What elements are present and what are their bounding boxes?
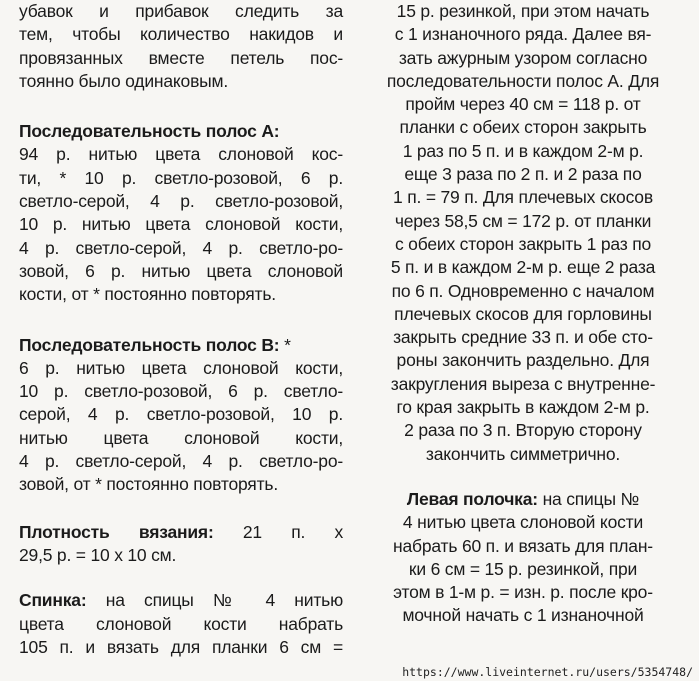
text-line: закончить симметрично. [425, 443, 621, 464]
back-section [19, 589, 343, 659]
text-line: 2 раза по 3 п. Вторую сторону [404, 420, 642, 441]
left-front-first-line [357, 488, 689, 511]
text-line: провязанных вместе петель пос- [19, 47, 343, 68]
watermark-url: https://www.liveinternet.ru/users/5354748/ [402, 665, 693, 679]
text-line: 1 п. = 79 п. Для плечевых скосов [393, 187, 653, 208]
text-line: зать ажурным узором согласно [398, 47, 648, 68]
text-line: убавок и прибавок следить за [19, 1, 343, 21]
back-heading: Спинка: [19, 590, 87, 611]
stripes-a-section [19, 120, 343, 306]
left-front-section [357, 488, 689, 628]
text-line: планки с обеих сторон закрыть [399, 117, 647, 138]
text-line: 15 р. резинкой, при этом начать [396, 1, 650, 21]
text-line: набрать 60 п. и вязать для план- [393, 535, 653, 556]
density-section [19, 521, 343, 568]
text-line: зовой, от * постоянно повторять. [19, 474, 278, 495]
text-line: по 6 п. Одновременно с началом [391, 280, 655, 301]
stripes-b-section [19, 334, 343, 497]
back-first-line [19, 589, 343, 612]
text-line: светло-серой, 4 р. светло-розовой, [19, 191, 343, 212]
text-line: 5 п. и в каждом 2-м р. еще 2 раза [390, 257, 656, 278]
density-first-tail: 21 п. х [213, 521, 343, 542]
text-line: 105 п. и вязать для планки 6 см = [19, 636, 343, 657]
stripes-b-first-line [19, 334, 343, 357]
density-first-line [19, 521, 343, 544]
text-line: с обеих сторон закрыть 1 раз по [394, 233, 652, 254]
right-column [357, 0, 689, 628]
text-line: тем, чтобы количество накидов и [19, 24, 343, 45]
text-line: нитью цвета слоновой кости, [19, 427, 343, 448]
text-line: зовой, 6 р. нитью цвета слоновой [19, 260, 343, 281]
text-line: 94 р. нитью цвета слоновой кос- [19, 144, 343, 165]
text-line: еще 3 раза по 2 п. и 2 раза по [404, 164, 642, 185]
left-front-first-tail: на спицы № [537, 488, 640, 509]
text-line: этом в 1-м р. = изн. р. после кро- [393, 582, 653, 603]
text-line: кости, от * постоянно повторять. [19, 284, 276, 305]
text-line: 10 р. нитью цвета слоновой кости, [19, 214, 343, 235]
text-line: закругления выреза с внутренне- [390, 373, 656, 394]
text-line: 10 р. светло-розовой, 6 р. светло- [19, 381, 343, 402]
text-line: пройм через 40 см = 118 р. от [405, 94, 641, 115]
text-line: тоянно было одинаковым. [19, 70, 229, 91]
text-line: 6 р. нитью цвета слоновой кости, [19, 357, 343, 378]
density-heading: Плотность вязания: [19, 521, 214, 542]
text-line: ти, * 10 р. светло-розовой, 6 р. [19, 167, 343, 188]
text-line: 29,5 р. = 10 х 10 см. [19, 544, 177, 565]
text-line: 1 раз по 5 п. и в каждом 2-м р. [402, 140, 644, 161]
text-line: через 58,5 см = 172 р. от планки [394, 210, 652, 231]
stripes-b-heading-tail: * [279, 334, 291, 355]
text-line: 4 р. светло-серой, 4 р. светло-ро- [19, 451, 343, 472]
text-line: цвета слоновой кости набрать [19, 613, 343, 634]
text-line: мочной начать с 1 изнаночной [402, 605, 644, 626]
back-first-tail: на спицы № 4 нитью [86, 590, 343, 611]
text-line: 4 нитью цвета слоновой кости [402, 512, 644, 533]
back-continued-paragraph [357, 0, 689, 466]
text-line: закрыть средние 33 п. и обе сто- [393, 327, 653, 348]
left-front-heading: Левая полочка: [406, 488, 538, 509]
text-line: последовательности полос А. Для [386, 70, 660, 91]
text-line: плечевых скосов для горловины [394, 303, 652, 324]
left-column [19, 0, 343, 659]
text-line: роны закончить раздельно. Для [396, 350, 650, 371]
text-line: с 1 изнаночного ряда. Далее вя- [394, 24, 652, 45]
stripes-a-heading: Последовательность полос А: [19, 121, 280, 142]
text-line: серой, 4 р. светло-розовой, 10 р. [19, 404, 343, 425]
stripes-b-heading: Последовательность полос В: [19, 334, 280, 355]
text-line: 4 р. светло-серой, 4 р. светло-ро- [19, 237, 343, 258]
text-line: го края закрыть в каждом 2-м р. [396, 397, 650, 418]
text-line: ки 6 см = 15 р. резинкой, при [408, 558, 638, 579]
intro-paragraph [19, 0, 343, 93]
